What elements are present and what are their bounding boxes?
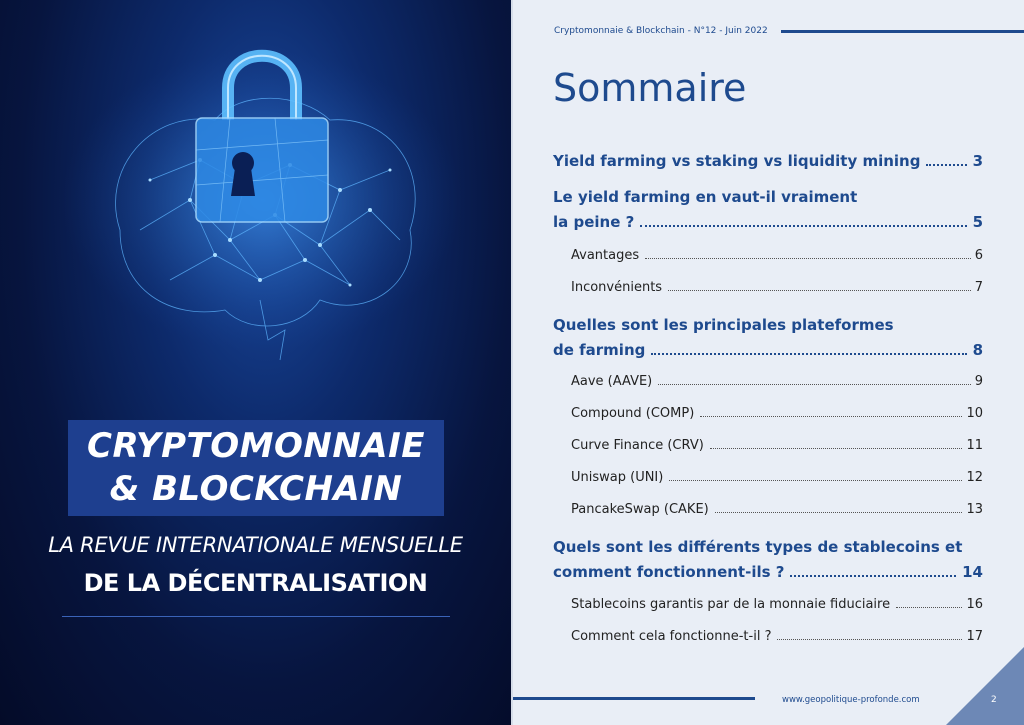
toc-subentry-label: Curve Finance (CRV): [571, 438, 704, 453]
toc-subentry[interactable]: [571, 406, 983, 421]
toc-entry-page: 3: [972, 152, 983, 170]
toc-entry-label-line1[interactable]: Quels sont les différents types de stablecoins et: [553, 538, 963, 556]
leader-dots: [651, 353, 966, 355]
toc-subentry-label: Stablecoins garantis par de la monnaie fiduciaire: [571, 597, 891, 612]
toc-subentry[interactable]: [571, 374, 983, 389]
page-number: 2: [991, 695, 997, 705]
toc-entry-page: 14: [962, 563, 983, 581]
toc-subentry-label: PancakeSwap (CAKE): [571, 502, 709, 517]
toc-subentry-label: Avantages: [571, 248, 640, 263]
toc-subentry-page: 11: [966, 438, 983, 453]
toc-subentry[interactable]: [571, 248, 983, 263]
leader-dots: [715, 512, 963, 513]
toc-subentry-label: Compound (COMP): [571, 406, 695, 421]
toc-entry-page: 8: [972, 341, 983, 359]
leader-dots: [896, 607, 962, 608]
leader-dots: [926, 164, 966, 166]
running-header: Cryptomonnaie & Blockchain - N°12 - Juin 2022: [554, 26, 768, 36]
cover-title-line1: CRYPTOMONNAIE: [87, 426, 425, 466]
cover-subtitle-line1: LA REVUE INTERNATIONALE MENSUELLE: [48, 533, 463, 557]
toc-entry-label-line1[interactable]: Le yield farming en vaut-il vraiment: [553, 188, 858, 206]
toc-subentry-page: 6: [974, 248, 983, 263]
toc-entry[interactable]: [553, 341, 983, 359]
footer-rule: [513, 697, 755, 700]
leader-dots: [640, 225, 966, 227]
leader-dots: [668, 290, 971, 291]
toc-subentry[interactable]: [571, 438, 983, 453]
toc-entry[interactable]: [553, 563, 983, 581]
toc-subentry-page: 7: [974, 280, 983, 295]
leader-dots: [645, 258, 971, 259]
toc-subentry-label: Inconvénients: [571, 280, 663, 295]
leader-dots: [700, 416, 962, 417]
toc-entry-page: 5: [972, 213, 983, 231]
leader-dots: [669, 480, 962, 481]
toc-entry-label: de farming: [553, 341, 646, 359]
cover-title-line2: & BLOCKCHAIN: [109, 469, 403, 509]
cover-subtitle-line2: DE LA DÉCENTRALISATION: [83, 569, 428, 597]
toc-subentry[interactable]: [571, 629, 983, 644]
toc-subentry-label: Comment cela fonctionne-t-il ?: [571, 629, 772, 644]
toc-subentry[interactable]: [571, 502, 983, 517]
header-rule: [781, 30, 1024, 33]
leader-dots: [658, 384, 970, 385]
toc-entry[interactable]: [553, 152, 983, 170]
toc-subentry[interactable]: [571, 280, 983, 295]
padlock-brain-illustration: [0, 0, 511, 420]
toc-subentry-page: 17: [966, 629, 983, 644]
toc-entry-label: comment fonctionnent-ils ?: [553, 563, 785, 581]
toc-entry-label-line1[interactable]: Quelles sont les principales plateformes: [553, 316, 894, 334]
toc-subentry-page: 16: [966, 597, 983, 612]
cover-divider: [62, 616, 450, 617]
toc-subentry[interactable]: [571, 470, 983, 485]
footer-url[interactable]: www.geopolitique-profonde.com: [782, 695, 920, 705]
toc-entry-label: la peine ?: [553, 213, 635, 231]
toc-subentry-page: 13: [966, 502, 983, 517]
cover-panel: [0, 0, 511, 725]
toc-subentry-page: 10: [966, 406, 983, 421]
leader-dots: [710, 448, 963, 449]
toc-subentry-label: Uniswap (UNI): [571, 470, 664, 485]
toc-page: [513, 0, 1024, 725]
page-title: Sommaire: [553, 66, 747, 110]
leader-dots: [790, 575, 956, 577]
toc-subentry[interactable]: [571, 597, 983, 612]
toc-subentry-page: 12: [966, 470, 983, 485]
toc-subentry-label: Aave (AAVE): [571, 374, 653, 389]
page-corner-triangle: [946, 647, 1024, 725]
toc-entry-label: Yield farming vs staking vs liquidity mining: [553, 152, 921, 170]
toc-subentry-page: 9: [974, 374, 983, 389]
leader-dots: [777, 639, 962, 640]
cover-title-box: [68, 420, 444, 516]
toc-entry[interactable]: [553, 213, 983, 231]
